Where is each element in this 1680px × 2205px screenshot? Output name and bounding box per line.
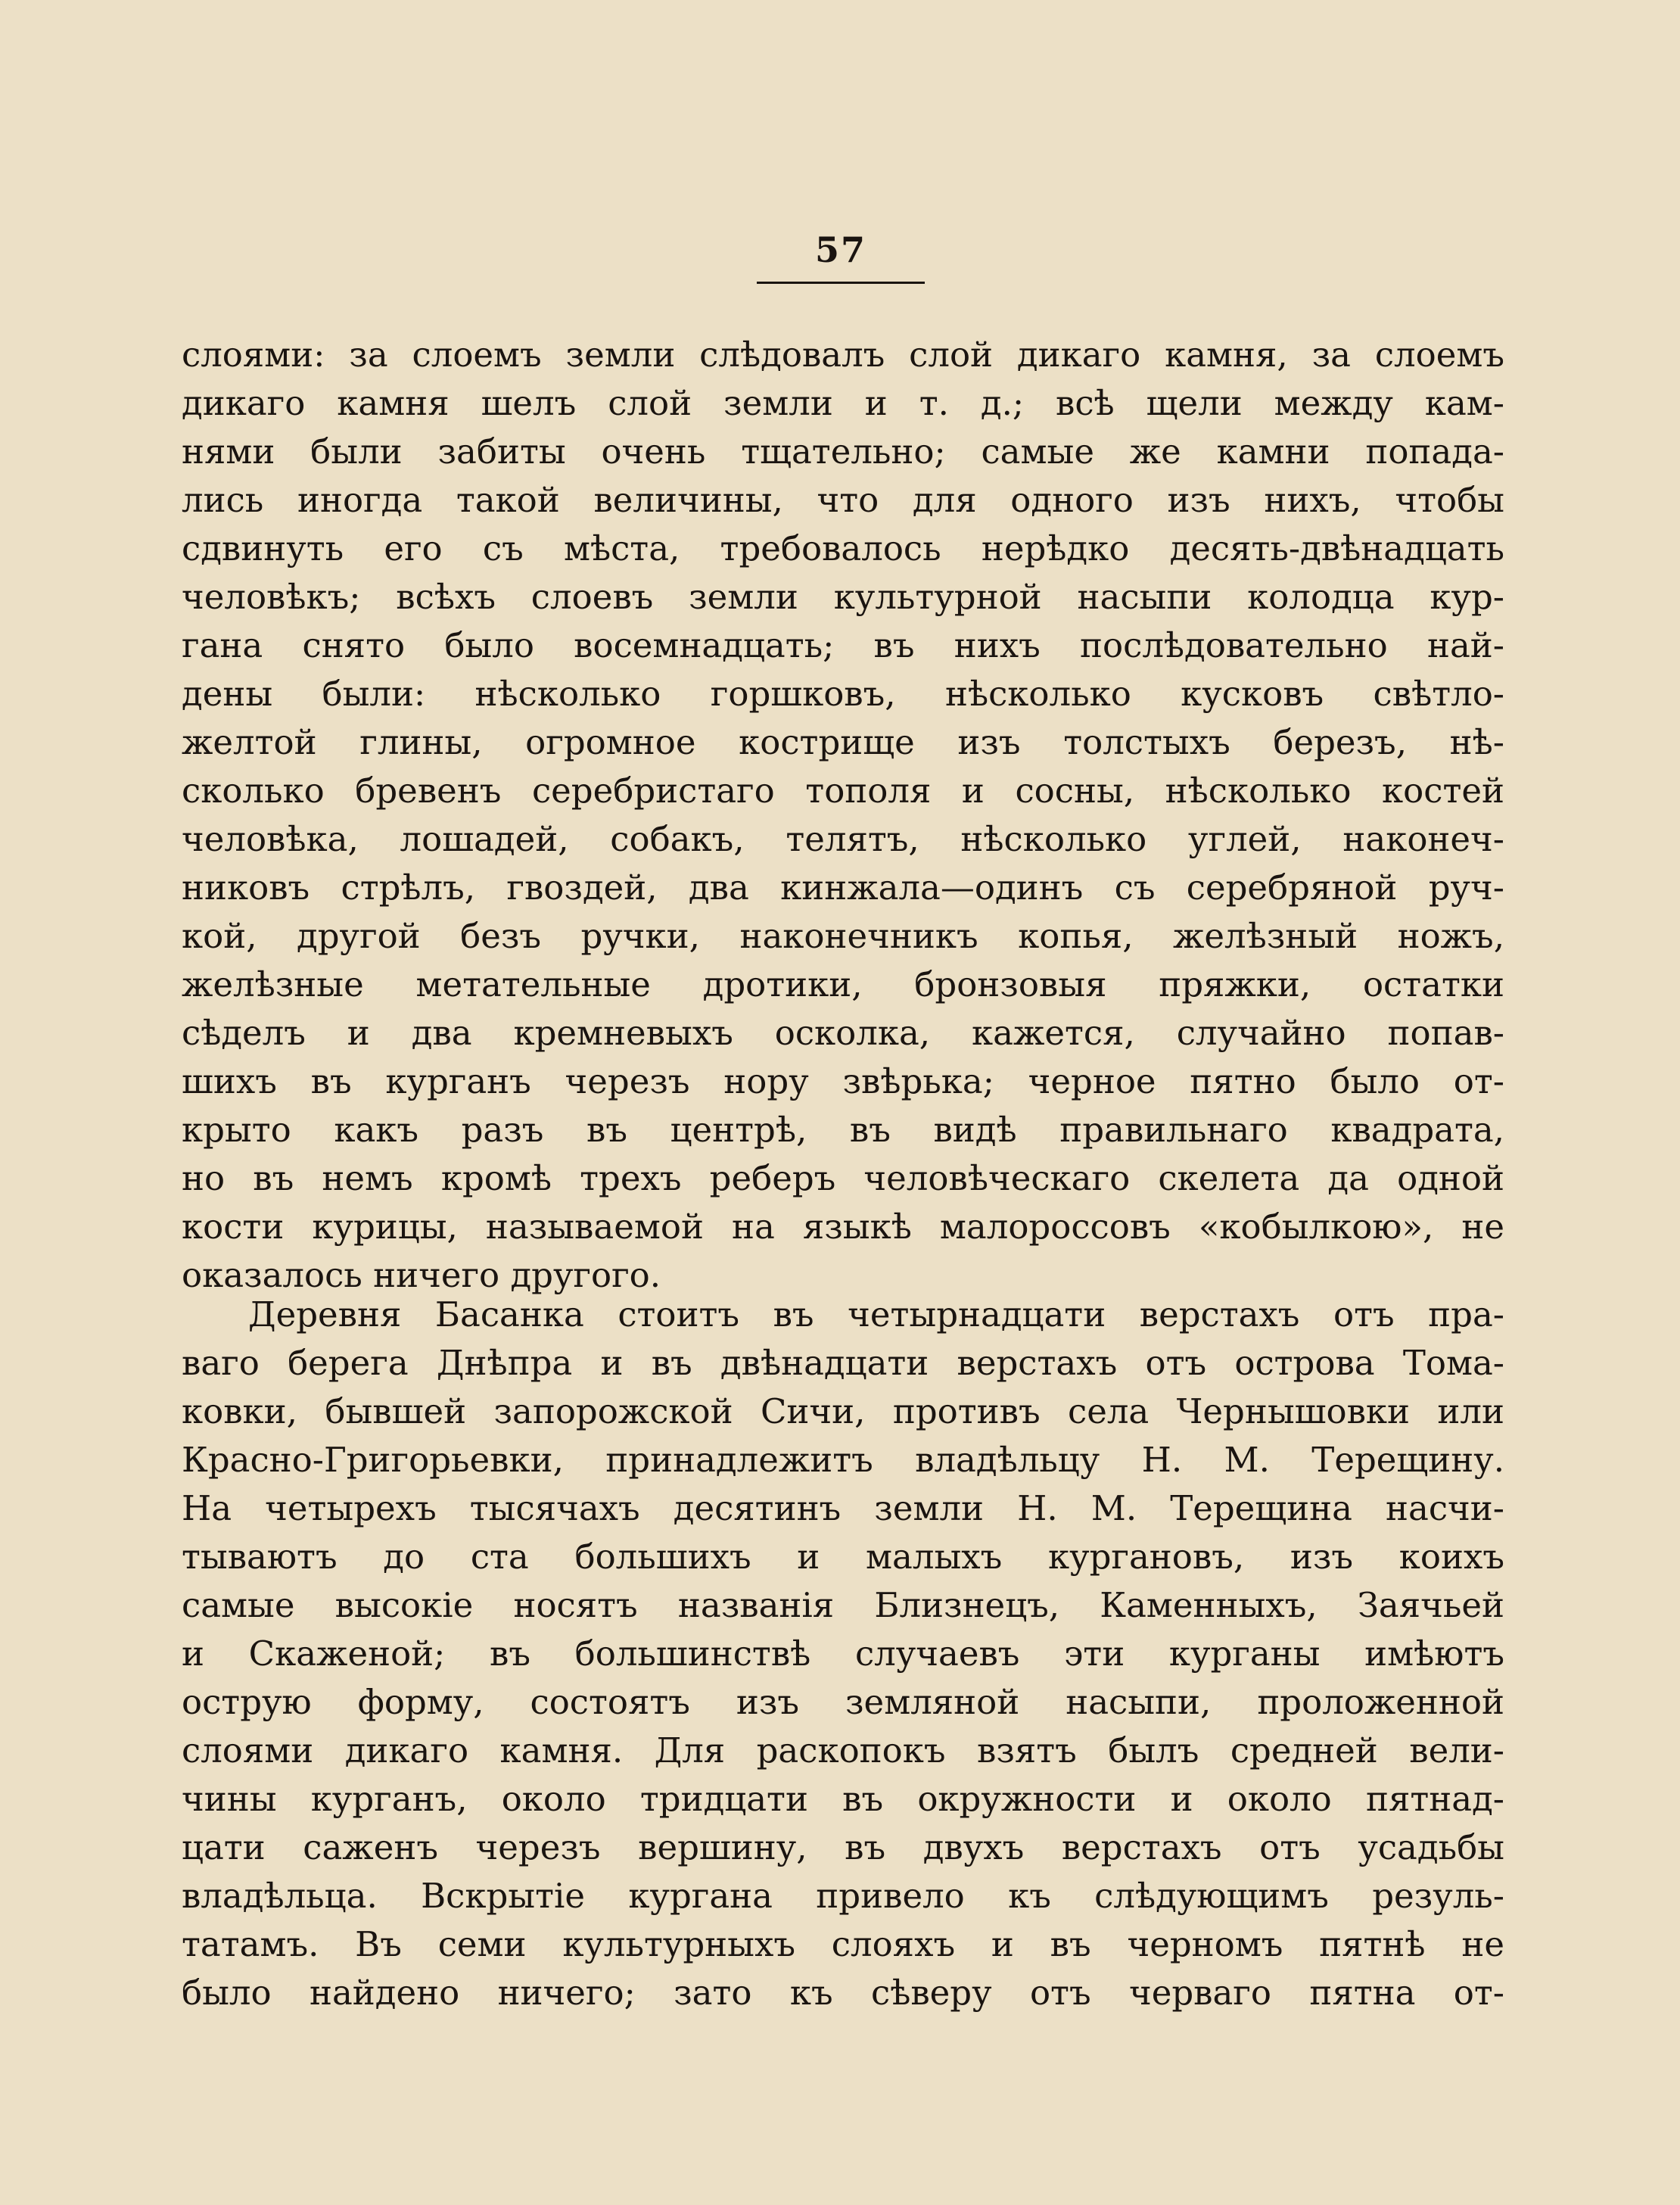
text-line: нями были забиты очень тщательно; самые же камни попада-	[182, 431, 1504, 472]
text-line: было найдено ничего; зато къ сѣверу отъ черваго пятна от-	[182, 1973, 1504, 2013]
text-line: слоями дикаго камня. Для раскопокъ взятъ былъ средней вели-	[182, 1730, 1504, 1771]
text-line: татамъ. Въ семи культурныхъ слояхъ и въ черномъ пятнѣ не	[182, 1924, 1504, 1964]
text-line: человѣка, лошадей, собакъ, телятъ, нѣсколько углей, наконеч-	[182, 819, 1504, 859]
text-line: Красно-Григорьевки, принадлежитъ владѣльцу Н. М. Терещину.	[182, 1440, 1504, 1480]
text-line: ковки, бывшей запорожской Сичи, противъ села Чернышовки или	[182, 1391, 1504, 1431]
text-line: самые высокіе носятъ названія Близнецъ, Каменныхъ, Заячьей	[182, 1585, 1504, 1625]
page-number-rule	[757, 282, 925, 284]
text-line: оказалось ничего другого.	[182, 1255, 661, 1295]
paragraph-2	[182, 1291, 1504, 2017]
text-line: но въ немъ кромѣ трехъ реберъ человѣческаго скелета да одной	[182, 1158, 1504, 1198]
text-line: человѣкъ; всѣхъ слоевъ земли культурной насыпи колодца кур-	[182, 577, 1504, 617]
text-line: слоями: за слоемъ земли слѣдовалъ слой дикаго камня, за слоемъ	[182, 335, 1504, 375]
text-line: ваго берега Днѣпра и въ двѣнадцати верстахъ отъ острова Тома-	[182, 1343, 1504, 1383]
text-line: гана снято было восемнадцать; въ нихъ послѣдовательно най-	[182, 625, 1504, 665]
text-line: кости курицы, называемой на языкѣ малороссовъ «кобылкою», не	[182, 1207, 1504, 1247]
text-line: дены были: нѣсколько горшковъ, нѣсколько кусковъ свѣтло-	[182, 674, 1504, 714]
text-line: На четырехъ тысячахъ десятинъ земли Н. М. Терещина насчи-	[182, 1488, 1504, 1528]
text-line: дикаго камня шелъ слой земли и т. д.; всѣ щели между кам-	[182, 383, 1504, 423]
text-line: острую форму, состоятъ изъ земляной насыпи, проложенной	[182, 1682, 1504, 1722]
text-line: никовъ стрѣлъ, гвоздей, два кинжала—одинъ съ серебряной руч-	[182, 867, 1504, 908]
text-line: цати саженъ черезъ вершину, въ двухъ верстахъ отъ усадьбы	[182, 1827, 1504, 1867]
text-line: сдвинуть его съ мѣста, требовалось нерѣдко десять-двѣнадцать	[182, 528, 1504, 568]
text-line: шихъ въ курганъ черезъ нору звѣрька; черное пятно было от-	[182, 1061, 1504, 1101]
text-line: лись иногда такой величины, что для одного изъ нихъ, чтобы	[182, 480, 1504, 520]
paragraph-1	[182, 331, 1504, 1300]
text-line: кой, другой безъ ручки, наконечникъ копья, желѣзный ножъ,	[182, 916, 1504, 956]
text-line: владѣльца. Вскрытіе кургана привело къ слѣдующимъ резуль-	[182, 1876, 1504, 1916]
text-line: тываютъ до ста большихъ и малыхъ кургановъ, изъ коихъ	[182, 1537, 1504, 1577]
text-line: желѣзные метательные дротики, бронзовыя пряжки, остатки	[182, 964, 1504, 1004]
text-line: сѣделъ и два кремневыхъ осколка, кажется, случайно попав-	[182, 1013, 1504, 1053]
text-line: сколько бревенъ серебристаго тополя и сосны, нѣсколько костей	[182, 771, 1504, 811]
text-line: желтой глины, огромное кострище изъ толстыхъ березъ, нѣ-	[182, 722, 1504, 762]
page-number: 57	[814, 229, 866, 270]
text-line: и Скаженой; въ большинствѣ случаевъ эти курганы имѣютъ	[182, 1634, 1504, 1674]
text-line: чины курганъ, около тридцати въ окружности и около пятнад-	[182, 1779, 1504, 1819]
text-line: крыто какъ разъ въ центрѣ, въ видѣ правильнаго квадрата,	[182, 1110, 1504, 1150]
text-line: Деревня Басанка стоитъ въ четырнадцати верстахъ отъ пра-	[248, 1294, 1504, 1335]
